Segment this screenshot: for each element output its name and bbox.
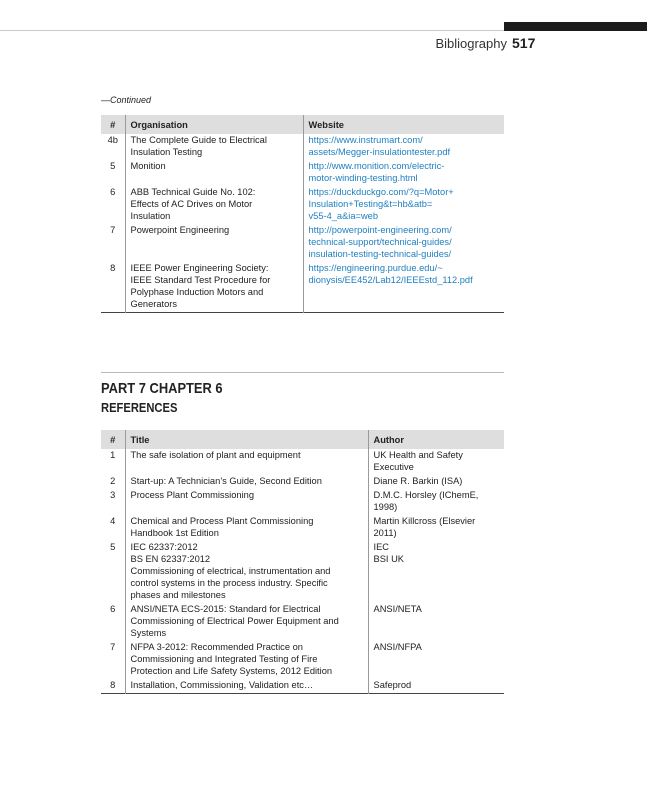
- column-header-website: Website: [303, 115, 504, 134]
- cell-line: Chemical and Process Plant Commissioning: [130, 516, 314, 526]
- table-row: [101, 489, 504, 515]
- table-row: [101, 134, 504, 160]
- author-cell: [368, 449, 504, 475]
- organisation-cell: [125, 262, 303, 313]
- title-cell: [125, 515, 368, 541]
- website-cell: [303, 224, 504, 262]
- row-number: 6: [110, 187, 116, 197]
- author-cell: [368, 679, 504, 694]
- website-cell: [303, 186, 504, 224]
- row-number: 8: [110, 680, 116, 690]
- row-number: 4b: [107, 135, 118, 145]
- section-subtitle: REFERENCES: [101, 400, 178, 415]
- organisation-cell: [125, 134, 303, 160]
- table-row: [101, 160, 504, 186]
- website-link-line[interactable]: http://powerpoint-engineering.com/: [308, 225, 452, 235]
- row-number: 5: [110, 161, 116, 171]
- header-bar: [504, 22, 647, 31]
- cell-line: The safe isolation of plant and equipment: [130, 450, 301, 460]
- column-header-organisation: Organisation: [125, 115, 303, 134]
- row-number: 3: [110, 490, 116, 500]
- website-link-line[interactable]: motor-winding-testing.html: [308, 173, 418, 183]
- row-number: 7: [110, 225, 116, 235]
- column-header-author: Author: [368, 430, 504, 449]
- cell-line: IEEE Standard Test Procedure for: [130, 275, 271, 285]
- title-cell: [125, 541, 368, 603]
- cell-line: Monition: [130, 161, 166, 171]
- cell-line: ANSI/NETA ECS-2015: Standard for Electrical: [130, 604, 321, 614]
- cell-line: Insulation Testing: [130, 147, 203, 157]
- table-row: [101, 449, 504, 475]
- cell-line: ANSI/NFPA: [373, 642, 422, 652]
- cell-line: Diane R. Barkin (ISA): [373, 476, 463, 486]
- cell-line: Systems: [130, 628, 167, 638]
- continued-label: —Continued: [101, 95, 152, 105]
- column-header-number: #: [101, 115, 125, 134]
- title-cell: [125, 489, 368, 515]
- header-rule: [0, 30, 504, 31]
- cell-line: Commissioning of Electrical Power Equipment and: [130, 616, 339, 626]
- table-row: [101, 262, 504, 313]
- cell-line: Effects of AC Drives on Motor: [130, 199, 253, 209]
- cell-line: 2011): [373, 528, 397, 538]
- row-number: 8: [110, 263, 116, 273]
- author-cell: [368, 489, 504, 515]
- author-cell: [368, 541, 504, 603]
- cell-line: BSI UK: [373, 554, 404, 564]
- table-row: [101, 224, 504, 262]
- cell-line: IEC: [373, 542, 389, 552]
- cell-line: Process Plant Commissioning: [130, 490, 254, 500]
- website-link-line[interactable]: https://engineering.purdue.edu/~: [308, 263, 443, 273]
- author-cell: [368, 641, 504, 679]
- cell-line: Executive: [373, 462, 414, 472]
- references-table: [101, 430, 504, 694]
- author-cell: [368, 603, 504, 641]
- column-header-title: Title: [125, 430, 368, 449]
- table-row: [101, 603, 504, 641]
- cell-line: 1998): [373, 502, 398, 512]
- title-cell: [125, 603, 368, 641]
- running-header: Bibliography: [435, 36, 507, 51]
- table-row: [101, 679, 504, 694]
- cell-line: phases and milestones: [130, 590, 226, 600]
- cell-line: Start-up: A Technician’s Guide, Second Edition: [130, 476, 322, 486]
- cell-line: control systems in the process industry. Specific: [130, 578, 328, 588]
- website-cell: [303, 160, 504, 186]
- cell-line: Martin Killcross (Elsevier: [373, 516, 476, 526]
- website-link-line[interactable]: Insulation+Testing&t=hb&atb=: [308, 199, 433, 209]
- cell-line: Insulation: [130, 211, 171, 221]
- cell-line: Commissioning of electrical, instrumentation and: [130, 566, 331, 576]
- cell-line: IEC 62337:2012: [130, 542, 198, 552]
- row-number: 5: [110, 542, 116, 552]
- table-row: [101, 541, 504, 603]
- table-row: [101, 186, 504, 224]
- author-cell: [368, 515, 504, 541]
- column-header-number: #: [101, 430, 125, 449]
- cell-line: D.M.C. Horsley (IChemE,: [373, 490, 479, 500]
- table-header-row: [101, 430, 504, 449]
- cell-line: Installation, Commissioning, Validation etc…: [130, 680, 314, 690]
- organisation-cell: [125, 160, 303, 186]
- website-link-line[interactable]: https://duckduckgo.com/?q=Motor+: [308, 187, 454, 197]
- cell-line: Commissioning and Integrated Testing of Fire: [130, 654, 318, 664]
- website-link-line[interactable]: https://www.instrumart.com/: [308, 135, 423, 145]
- table-row: [101, 515, 504, 541]
- table-row: [101, 641, 504, 679]
- cell-line: The Complete Guide to Electrical: [130, 135, 267, 145]
- part-title: PART 7 CHAPTER 6: [101, 380, 223, 397]
- row-number: 4: [110, 516, 116, 526]
- title-cell: [125, 679, 368, 694]
- organisation-table-body: [101, 134, 504, 313]
- table-header-row: [101, 115, 504, 134]
- table-row: [101, 475, 504, 489]
- title-cell: [125, 475, 368, 489]
- references-table-body: [101, 449, 504, 694]
- row-number: 6: [110, 604, 116, 614]
- title-cell: [125, 641, 368, 679]
- website-link-line[interactable]: assets/Megger-insulationtester.pdf: [308, 147, 451, 157]
- cell-line: Safeprod: [373, 680, 412, 690]
- website-cell: [303, 262, 504, 313]
- section-divider: [101, 372, 504, 373]
- cell-line: Powerpoint Engineering: [130, 225, 230, 235]
- website-link-line[interactable]: dionysis/EE452/Lab12/IEEEstd_112.pdf: [308, 275, 473, 285]
- website-cell: [303, 134, 504, 160]
- cell-line: ANSI/NETA: [373, 604, 422, 614]
- website-link-line[interactable]: technical-support/technical-guides/: [308, 237, 452, 247]
- row-number: 7: [110, 642, 116, 652]
- cell-line: NFPA 3-2012: Recommended Practice on: [130, 642, 303, 652]
- cell-line: Handbook 1st Edition: [130, 528, 219, 538]
- organisation-cell: [125, 186, 303, 224]
- cell-line: UK Health and Safety: [373, 450, 463, 460]
- cell-line: IEEE Power Engineering Society:: [130, 263, 269, 273]
- title-cell: [125, 449, 368, 475]
- website-link-line[interactable]: v55-4_a&ia=web: [308, 211, 379, 221]
- cell-line: Protection and Life Safety Systems, 2012 Edition: [130, 666, 333, 676]
- organisation-table: [101, 115, 504, 313]
- row-number: 2: [110, 476, 116, 486]
- cell-line: Generators: [130, 299, 178, 309]
- cell-line: BS EN 62337:2012: [130, 554, 211, 564]
- cell-line: Polyphase Induction Motors and: [130, 287, 264, 297]
- website-link-line[interactable]: insulation-testing-technical-guides/: [308, 249, 452, 259]
- cell-line: ABB Technical Guide No. 102:: [130, 187, 256, 197]
- website-link-line[interactable]: http://www.monition.com/electric-: [308, 161, 445, 171]
- row-number: 1: [110, 450, 116, 460]
- organisation-cell: [125, 224, 303, 262]
- author-cell: [368, 475, 504, 489]
- page-number: 517: [512, 35, 536, 51]
